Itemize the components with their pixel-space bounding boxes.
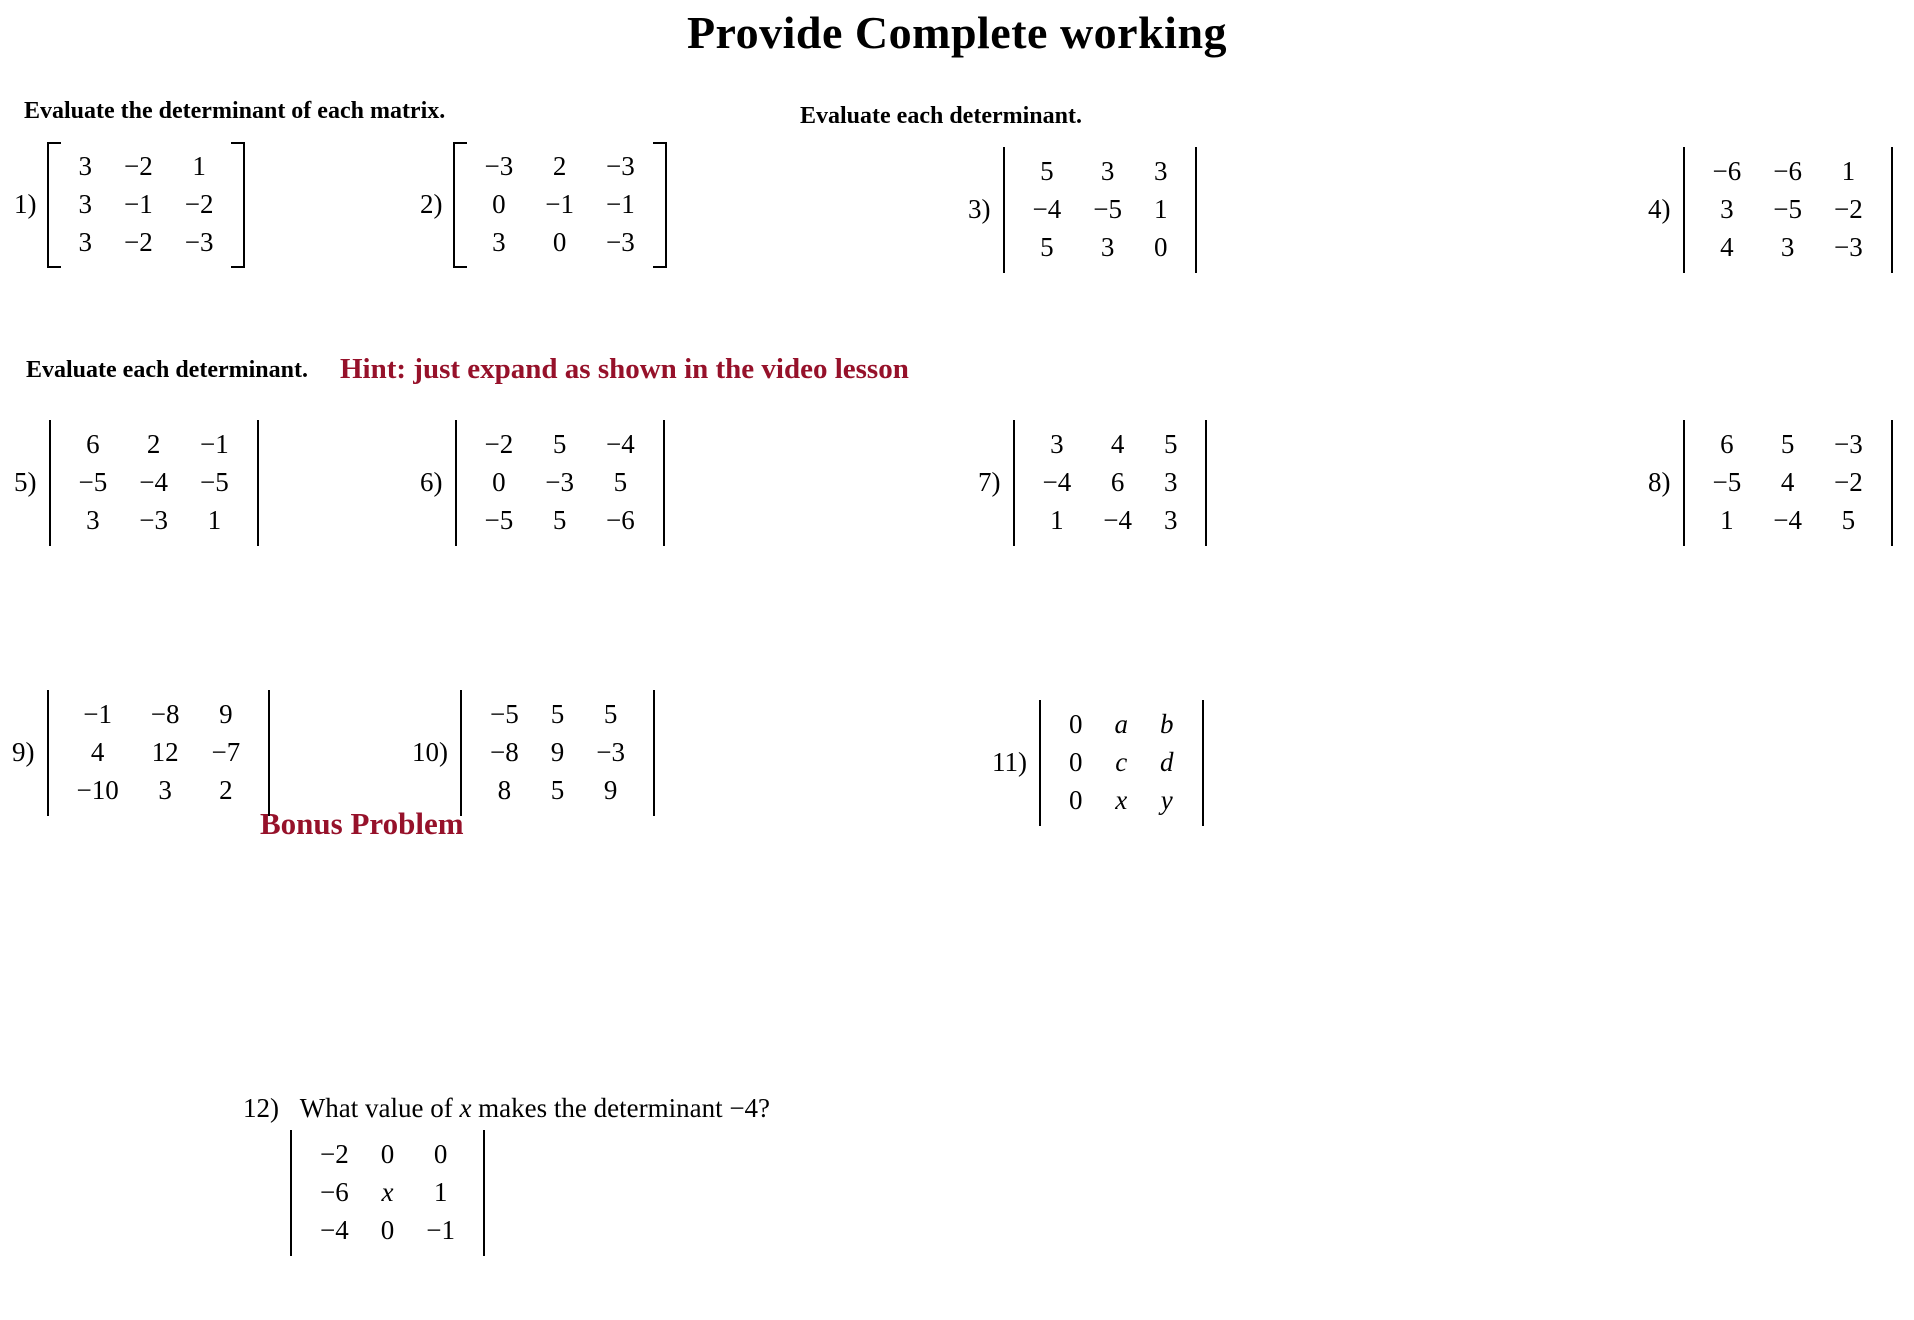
matrix-cell: 5 <box>1040 156 1054 186</box>
matrix-cell: 1 <box>1153 193 1168 224</box>
matrix-cell: d <box>1160 746 1174 777</box>
matrix-cell: 0 <box>380 1139 395 1169</box>
matrix-cell: 5 <box>552 504 567 535</box>
matrix-cell: −2 <box>124 151 153 181</box>
matrix-5 <box>47 420 261 546</box>
matrix-cell: a <box>1114 709 1128 739</box>
matrix-cell: b <box>1160 709 1174 739</box>
matrix-cell: 2 <box>219 774 233 805</box>
problem-1 <box>14 142 245 268</box>
matrix-cell: −4 <box>139 466 168 497</box>
matrix-cell: −5 <box>1093 193 1122 224</box>
matrix-1 <box>47 142 246 268</box>
matrix-cell: 1 <box>1050 504 1064 535</box>
matrix-cell: −5 <box>1773 193 1802 224</box>
matrix-cell: −3 <box>1833 231 1863 262</box>
matrix-cell: 9 <box>219 699 233 729</box>
matrix-cell: 9 <box>550 736 565 767</box>
matrix-cell: 8 <box>497 774 512 805</box>
matrix-cell: −5 <box>199 466 229 497</box>
matrix-10 <box>458 690 657 816</box>
matrix-cell: −3 <box>484 151 514 181</box>
problem-12 <box>288 1130 487 1256</box>
matrix-cell: 3 <box>1050 429 1064 459</box>
matrix-cell: −5 <box>484 504 514 535</box>
matrix-cell: −3 <box>1833 429 1863 459</box>
matrix-cell: 2 <box>552 151 567 181</box>
problem-5 <box>14 420 261 546</box>
matrix-7 <box>1011 420 1210 546</box>
hint-text: Hint: just expand as shown in the video lesson <box>340 353 909 385</box>
matrix-cell: −6 <box>1773 156 1802 186</box>
matrix-cell: 0 <box>492 466 506 497</box>
matrix-cell: 3 <box>1720 193 1734 224</box>
matrix-cell: 3 <box>78 226 92 257</box>
matrix-cell: 0 <box>492 188 506 219</box>
matrix-cell: −2 <box>1833 466 1863 497</box>
section-label-evaluate-matrix: Evaluate the determinant of each matrix. <box>24 98 446 124</box>
matrix-cell: 3 <box>78 188 92 219</box>
matrix-cell: 0 <box>1153 231 1168 262</box>
bonus-problem-label: Bonus Problem <box>260 806 464 841</box>
matrix-cell: −4 <box>1103 504 1132 535</box>
problem-number: 3) <box>968 194 991 225</box>
matrix-cell: −2 <box>1833 193 1863 224</box>
problem-4 <box>1648 147 1895 273</box>
matrix-cell: 4 <box>1110 429 1125 459</box>
matrix-cell: −3 <box>605 226 635 257</box>
problem-2 <box>420 142 667 268</box>
matrix-cell: −5 <box>78 466 108 497</box>
matrix-cell: 3 <box>86 504 100 535</box>
matrix-cell: −5 <box>1712 466 1742 497</box>
matrix-cell: 12 <box>151 736 179 767</box>
matrix-cell: 9 <box>603 774 618 805</box>
problem-number: 7) <box>978 467 1001 498</box>
matrix-cell: 5 <box>603 699 618 729</box>
question-variable: x <box>459 1093 472 1123</box>
matrix-cell: 4 <box>90 736 105 767</box>
matrix-9 <box>45 690 273 816</box>
matrix-cell: −2 <box>124 226 153 257</box>
problem-11 <box>992 700 1206 826</box>
matrix-cell: y <box>1160 784 1173 815</box>
matrix-cell: 3 <box>492 226 506 257</box>
matrix-cell: 3 <box>1780 231 1795 262</box>
matrix-cell: −3 <box>596 736 625 767</box>
matrix-cell: −8 <box>490 736 519 767</box>
matrix-cell: 5 <box>1841 504 1856 535</box>
matrix-cell: 1 <box>433 1176 448 1207</box>
matrix-cell: 3 <box>1153 156 1168 186</box>
matrix-cell: 3 <box>1163 504 1178 535</box>
matrix-cell: −10 <box>76 774 119 805</box>
problem-number: 12) <box>243 1093 279 1123</box>
matrix-cell: 3 <box>1100 231 1115 262</box>
matrix-cell: 0 <box>433 1139 448 1169</box>
matrix-cell: x <box>1115 784 1128 815</box>
matrix-cell: −1 <box>124 188 153 219</box>
problem-10 <box>412 690 657 816</box>
problem-number: 1) <box>14 189 37 220</box>
problem-number: 10) <box>412 737 448 768</box>
matrix-cell: 0 <box>1069 709 1083 739</box>
matrix-cell: −5 <box>490 699 519 729</box>
problem-7 <box>978 420 1209 546</box>
matrix-cell: −8 <box>150 699 180 729</box>
matrix-cell: −2 <box>484 429 514 459</box>
problem-number: 9) <box>12 737 35 768</box>
matrix-cell: −1 <box>605 188 635 219</box>
matrix-cell: x <box>381 1176 394 1207</box>
matrix-cell: 6 <box>1110 466 1125 497</box>
matrix-cell: 1 <box>1841 156 1856 186</box>
matrix-cell: −6 <box>1712 156 1742 186</box>
matrix-cell: 6 <box>1720 429 1734 459</box>
matrix-2 <box>453 142 667 268</box>
problem-6 <box>420 420 667 546</box>
matrix-cell: 3 <box>78 151 92 181</box>
matrix-cell: 5 <box>1780 429 1795 459</box>
matrix-cell: 5 <box>1040 231 1054 262</box>
matrix-cell: 4 <box>1720 231 1734 262</box>
matrix-cell: −2 <box>320 1139 349 1169</box>
page-title: Provide Complete working <box>686 7 1228 58</box>
problem-number: 4) <box>1648 194 1671 225</box>
matrix-cell: −1 <box>199 429 229 459</box>
matrix-cell: c <box>1115 746 1128 777</box>
problem-number: 2) <box>420 189 443 220</box>
matrix-cell: −6 <box>605 504 635 535</box>
question-text-before: What value of <box>299 1093 460 1123</box>
matrix-3 <box>1001 147 1200 273</box>
matrix-cell: 0 <box>1069 746 1083 777</box>
matrix-cell: −4 <box>1042 466 1072 497</box>
matrix-cell: 3 <box>1163 466 1178 497</box>
matrix-cell: 5 <box>1163 429 1178 459</box>
matrix-cell: 1 <box>1720 504 1734 535</box>
matrix-cell: 2 <box>146 429 161 459</box>
matrix-cell: −7 <box>211 736 241 767</box>
matrix-cell: −4 <box>1773 504 1802 535</box>
matrix-cell: −4 <box>320 1214 349 1245</box>
matrix-cell: 6 <box>86 429 100 459</box>
matrix-8 <box>1681 420 1895 546</box>
matrix-cell: −3 <box>545 466 574 497</box>
matrix-cell: −1 <box>545 188 574 219</box>
matrix-cell: −1 <box>83 699 112 729</box>
matrix-11 <box>1037 700 1206 826</box>
matrix-cell: −2 <box>184 188 214 219</box>
matrix-12 <box>288 1130 487 1256</box>
matrix-cell: 0 <box>552 226 567 257</box>
matrix-cell: 1 <box>207 504 222 535</box>
matrix-cell: −3 <box>139 504 168 535</box>
problem-number: 11) <box>992 747 1027 778</box>
matrix-cell: 5 <box>550 699 565 729</box>
matrix-cell: 5 <box>613 466 628 497</box>
matrix-6 <box>453 420 667 546</box>
matrix-cell: −1 <box>426 1214 455 1245</box>
matrix-cell: −4 <box>605 429 635 459</box>
matrix-cell: −4 <box>1032 193 1062 224</box>
question-text-after: makes the determinant −4? <box>471 1093 771 1123</box>
problem-8 <box>1648 420 1895 546</box>
section-label-evaluate-determinant-top: Evaluate each determinant. <box>800 103 1082 129</box>
matrix-cell: 0 <box>380 1214 395 1245</box>
matrix-cell: −3 <box>605 151 635 181</box>
problem-number: 8) <box>1648 467 1671 498</box>
matrix-cell: −3 <box>184 226 214 257</box>
matrix-cell: 5 <box>552 429 567 459</box>
matrix-cell: 5 <box>550 774 565 805</box>
matrix-cell: 3 <box>158 774 172 805</box>
matrix-cell: 3 <box>1100 156 1115 186</box>
section-label-evaluate-determinant-mid: Evaluate each determinant. <box>26 357 308 383</box>
problem-number: 5) <box>14 467 37 498</box>
matrix-cell: 1 <box>192 151 206 181</box>
problem-number: 6) <box>420 467 443 498</box>
problem-9 <box>12 690 272 816</box>
problem-12-question <box>243 1093 770 1124</box>
matrix-cell: 4 <box>1780 466 1795 497</box>
problem-3 <box>968 147 1199 273</box>
matrix-cell: 0 <box>1069 784 1083 815</box>
matrix-4 <box>1681 147 1895 273</box>
matrix-cell: −6 <box>320 1176 349 1207</box>
